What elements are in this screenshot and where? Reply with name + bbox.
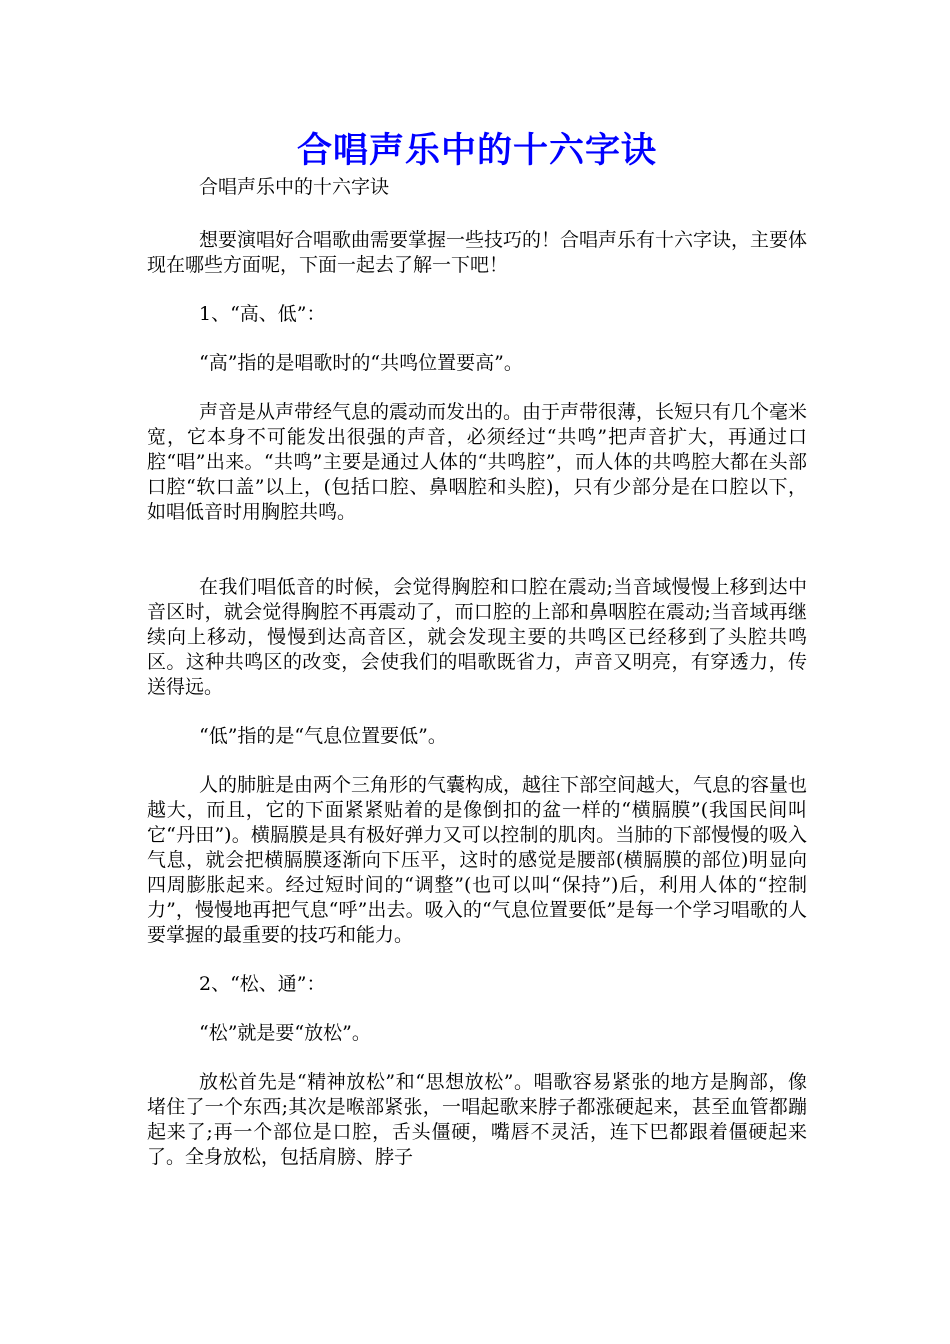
paragraph-resonance: 声音是从声带经气息的震动而发出的。由于声带很薄，长短只有几个毫米宽，它本身不可能发出很强的声音，必须经过“共鸣”把声音扩大，再通过口腔“唱”出来。“共鸣”主要是通过人体的“共鸣腔”，而人体的共鸣腔大都在头部口腔“软口盖”以上，(包括口腔、鼻咽腔和头腔)，只有少部分是在口腔以下，如唱低音时用胸腔共鸣。	[147, 401, 808, 523]
document-title: 合唱声乐中的十六字诀	[296, 130, 657, 171]
paragraph-relaxation: 放松首先是“精神放松”和“思想放松”。唱歌容易紧张的地方是胸部，像堵住了一个东西;其次是喉部紧张，一唱起歌来脖子都涨硬起来，甚至血管都蹦起来了;再一个部位是口腔，舌头僵硬，嘴唇不灵活，连下巴都跟着僵硬起来了。全身放松，包括肩膀、脖子	[147, 1071, 807, 1168]
paragraph-high-definition: “高”指的是唱歌时的“共鸣位置要高”。	[199, 352, 523, 374]
paragraph-relax-definition: “松”就是要“放松”。	[199, 1022, 371, 1044]
document-page	[147, 128, 807, 1170]
section-heading-relax-open: 2、“松、通”：	[199, 973, 326, 995]
paragraph-intro: 想要演唱好合唱歌曲需要掌握一些技巧的！合唱声乐有十六字诀，主要体现在哪些方面呢，下面一起去了解一下吧！	[147, 229, 808, 276]
paragraph-diaphragm: 人的肺脏是由两个三角形的气囊构成，越往下部空间越大，气息的容量也越大，而且，它的下面紧紧贴着的是像倒扣的盆一样的“横膈膜”(我国民间叫它“丹田”)。横膈膜是具有极好弹力又可以控制的肌肉。当肺的下部慢慢的吸入气息，就会把横膈膜逐渐向下压平，这时的感觉是腰部(横膈膜的部位)明显向四周膨胀起来。经过短时间的“调整”(也可以叫“保持”)后，利用人体的“控制力”，慢慢地再把气息“呼”出去。吸入的“气息位置要低”是每一个学习唱歌的人要掌握的最重要的技巧和能力。	[147, 774, 808, 946]
section-heading-high-low: 1、“高、低”：	[199, 303, 326, 325]
paragraph-resonance-shift: 在我们唱低音的时候，会觉得胸腔和口腔在震动;当音域慢慢上移到达中音区时，就会觉得胸腔不再震动了，而口腔的上部和鼻咽腔在震动;当音域再继续向上移动，慢慢到达高音区，就会发现主要的共鸣区已经移到了头腔共鸣区。这种共鸣区的改变，会使我们的唱歌既省力，声音又明亮，有穿透力，传送得远。	[147, 576, 807, 698]
paragraph-low-definition: “低”指的是“气息位置要低”。	[199, 725, 447, 747]
document-subtitle: 合唱声乐中的十六字诀	[199, 176, 390, 198]
